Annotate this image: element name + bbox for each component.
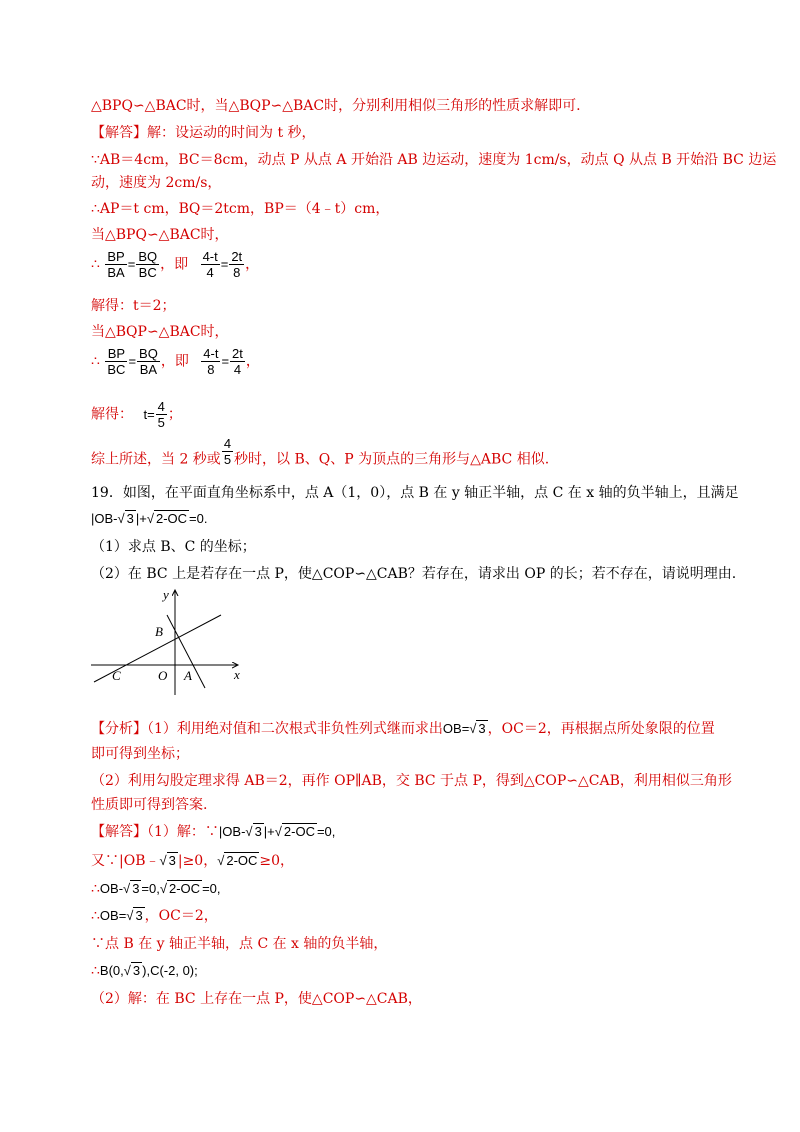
fraction: $\frac{BP}{BC}$ [107,346,126,377]
solution-19-line-3: ∴OB-√ 3 =0,√ 2-OC =0, [91,881,221,897]
analysis-line-4: 性质即可得到答案. [91,797,208,813]
solution-19-line-7: （2）解：在 BC 上存在一点 P，使△COP∽△CAB， [91,991,422,1007]
conclusion-line: 综上所述，当 2 秒或 $\frac{4}{5}$ 秒时，以 B、Q、P 为顶点的三角形与△ABC 相似. [91,436,550,468]
x-axis-label: x [234,667,240,682]
y-axis-label: y [163,587,169,602]
proportion-line-2: ∴ $\frac{BP}{BC}$ = $\frac{BQ}{BA}$ ，即 $\frac{4-t}{8}$ = $\frac{2t}{4}$ ， [91,346,260,377]
analysis-line-1: 【分析】（1）利用绝对值和二次根式非负性列式继而求出OB=√ 3 ，OC＝2，再根据点所处象限的位置 [91,721,715,737]
fraction: $\frac{4}{5}$ [157,399,165,430]
solution-line-11: 解得： t= $\frac{4}{5}$ ； [91,399,182,430]
solution-line-3: ∵AB＝4cm，BC＝8cm，动点 P 从点 A 开始沿 AB 边运动，速度为 1cm/s，动点 Q 从点 B 开始沿 BC 边运 [91,152,777,168]
question-19: 19．如图，在平面直角坐标系中，点 A（1，0），点 B 在 y 轴正半轴，点 C 在 x 轴的负半轴上，且满足 [91,485,739,501]
solution-19-line-5: ∵点 B 在 y 轴正半轴，点 C 在 x 轴的负半轴， [91,936,388,952]
solution-line-8: 解得：t＝2； [91,298,176,314]
point-c-label: C [112,668,121,683]
question-19-part-2: （2）在 BC 上是若存在一点 P，使△COP∽△CAB？若存在，请求出 OP 的长；若不存在，请说明理由. [91,566,737,582]
question-19-part-1: （1）求点 B、C 的坐标； [91,539,256,555]
therefore-symbol: ∴ [91,353,100,370]
solution-19-line-2: 又∵|OB﹣√ 3 |≥0，√ 2-OC ≥0， [91,853,295,869]
solution-line-5: ∴AP＝t cm，BQ＝2tcm，BP＝（4﹣t）cm， [91,201,390,217]
answer-intro: 解：设运动的时间为 t 秒， [147,125,316,141]
fraction: $\frac{BQ}{BA}$ [139,346,158,377]
solution-line-2 [91,124,316,142]
point-a-label: A [184,668,192,683]
proportion-line-1: ∴ $\frac{BP}{BA}$ = $\frac{BQ}{BC}$ ，即 $\frac{4-t}{4}$ = $\frac{2t}{8}$ ， [91,249,260,280]
solution-19-line-4: ∴OB=√ 3 ，OC＝2， [91,908,218,924]
solution-line-1: △BPQ∽△BAC时，当△BQP∽△BAC时，分别利用相似三角形的性质求解即可. [91,98,581,114]
fraction: $\frac{BP}{BA}$ [107,249,125,280]
solution-line-6: 当△BPQ∽△BAC时， [91,227,229,243]
point-o-label: O [158,668,168,683]
analysis-line-2: 即可得到坐标； [91,746,189,762]
coordinate-figure [88,585,258,695]
therefore-symbol: ∴ [91,256,100,273]
fraction: $\frac{4-t}{8}$ [203,346,219,377]
fraction: $\frac{4}{5}$ [223,436,232,467]
fraction: $\frac{4-t}{4}$ [202,249,218,280]
fraction: $\frac{2t}{8}$ [231,249,243,280]
solution-line-9: 当△BQP∽△BAC时， [91,324,229,340]
solution-19-line-1: 【解答】（1）解：∵|OB-√ 3 |+√ 2-OC =0, [91,824,336,840]
analysis-tag: 【分析】 [91,721,147,737]
question-19-equation: |OB-√ 3 |+√ 2-OC =0. [91,511,208,526]
analysis-line-3: （2）利用勾股定理求得 AB＝2，再作 OP∥AB，交 BC 于点 P，得到△COP∽△CAB，利用相似三角形 [91,773,732,789]
solution-19-line-6: ∴B(0,√ 3 ),C(-2, 0); [91,963,198,979]
solution-line-4: 动，速度为 2cm/s， [91,175,222,191]
fraction: $\frac{2t}{4}$ [232,346,243,377]
answer-tag: 【解答】 [91,824,147,840]
point-b-label: B [155,624,163,639]
fraction: $\frac{BQ}{BC}$ [138,249,158,280]
answer-tag: 【解答】 [91,125,147,141]
